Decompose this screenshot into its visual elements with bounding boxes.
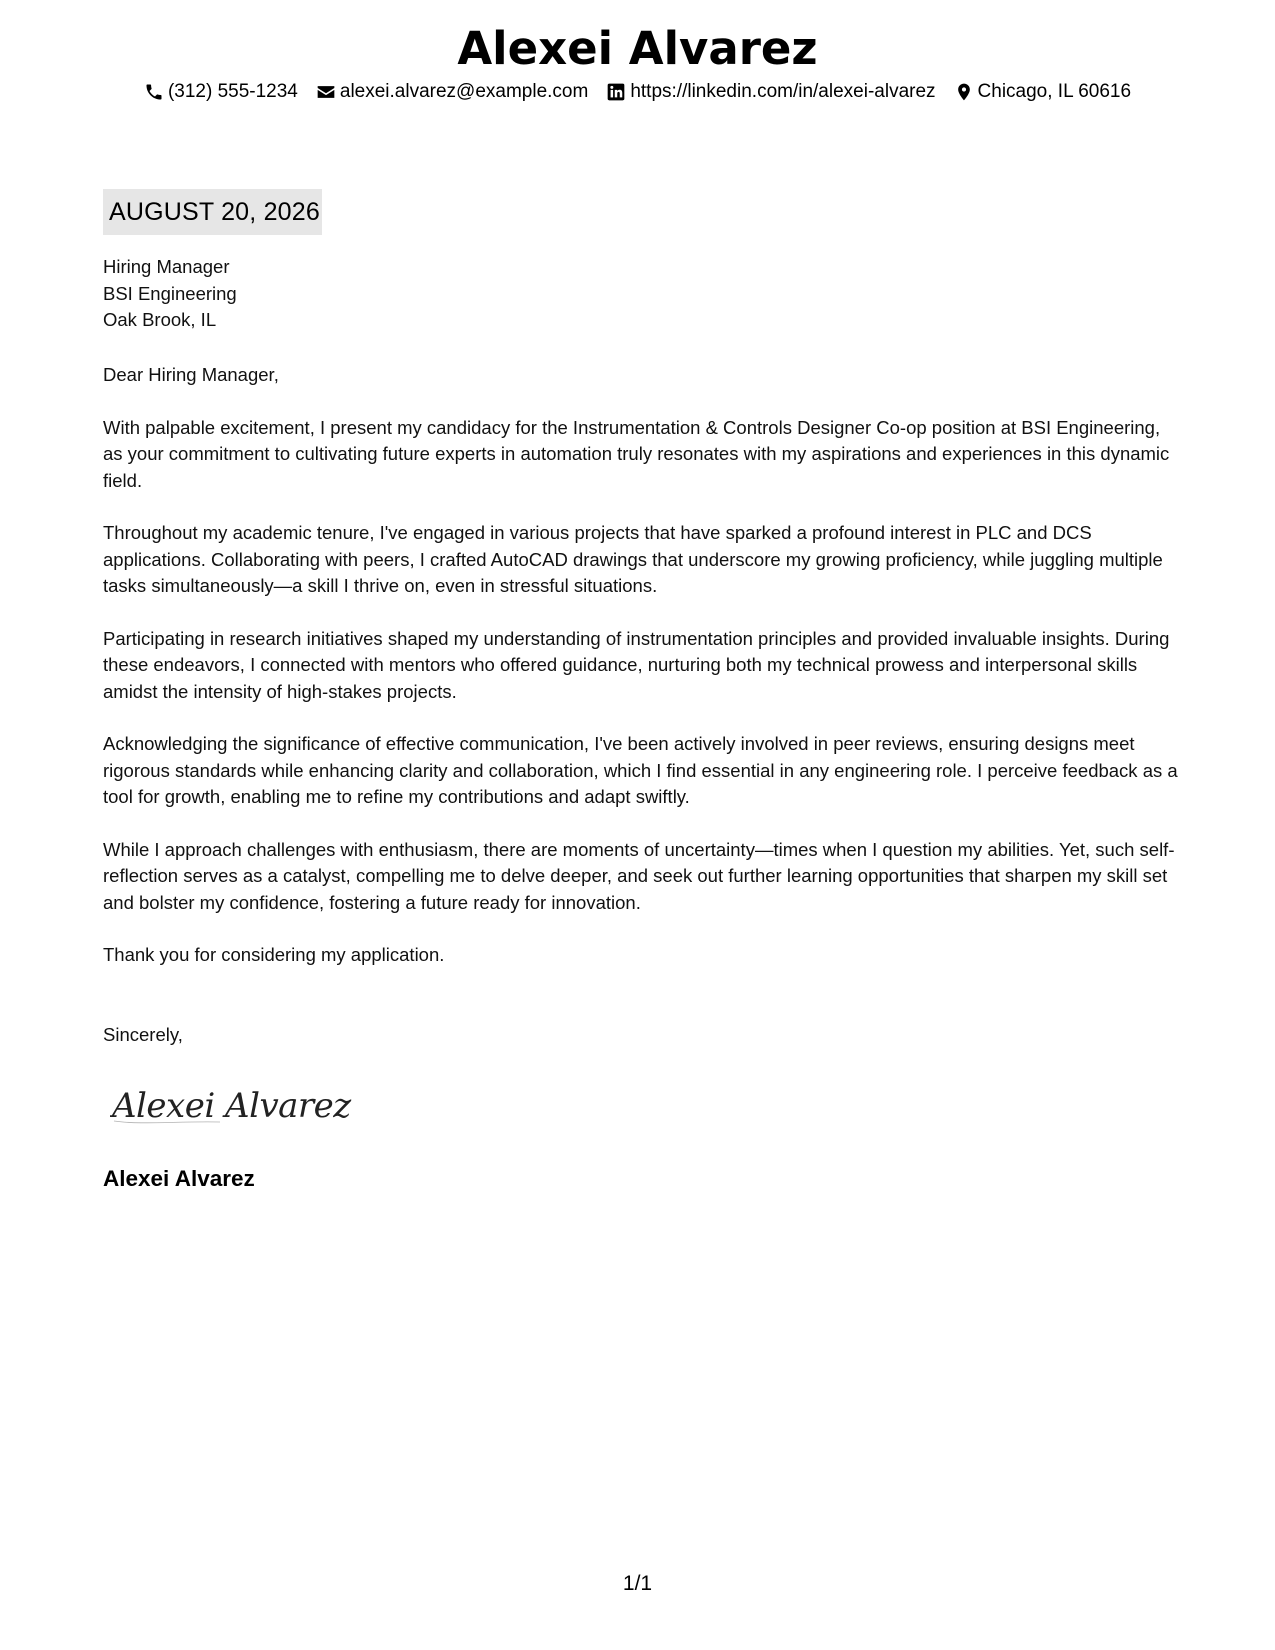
- envelope-icon: [316, 82, 336, 102]
- closing-line: Sincerely,: [103, 1024, 183, 1045]
- body-paragraph: Throughout my academic tenure, I've engaged in various projects that have sparked a profound interest in PLC and DCS applications. Collaborating with peers, I crafted AutoCAD drawings that underscore my growing proficiency, while juggling multiple tasks simultaneously—a skill I thrive on, even in stressful situations.: [103, 522, 1163, 596]
- contact-info-bar: [0, 79, 1275, 105]
- linkedin-link[interactable]: https://linkedin.com/in/alexei-alvarez: [630, 81, 936, 102]
- email-link[interactable]: alexei.alvarez@example.com: [339, 81, 589, 102]
- recipient-title: Hiring Manager: [103, 256, 230, 277]
- recipient-company: BSI Engineering: [103, 282, 237, 304]
- handwritten-signature: [110, 1075, 370, 1131]
- contact-phone: [144, 79, 298, 105]
- closing-thanks: Thank you for considering my application.: [103, 944, 445, 965]
- location-text: Chicago, IL 60616: [977, 81, 1132, 102]
- recipient-block: [103, 254, 237, 334]
- recipient-location: Oak Brook, IL: [103, 309, 217, 330]
- map-pin-icon: [954, 82, 974, 102]
- page-number: 1/1: [622, 1572, 653, 1595]
- salutation: Dear Hiring Manager,: [103, 364, 279, 385]
- body-paragraph: Acknowledging the significance of effective communication, I've been actively involved in peer reviews, ensuring designs meet rigorous standards while enhancing clarity and collaboration, which I find essential in any engineering role. I perceive feedback as a tool for growth, enabling me to refine my contributions and adapt swiftly.: [103, 733, 1178, 807]
- phone-icon: [144, 82, 164, 102]
- letter-date: AUGUST 20, 2026: [103, 189, 322, 235]
- contact-email: [316, 79, 588, 105]
- body-paragraph: Participating in research initiatives shaped my understanding of instrumentation principles and provided invaluable insights. During these endeavors, I connected with mentors who offered guidance, nurturing both my technical prowess and interpersonal skills amidst the intensity of high-stakes projects.: [103, 627, 1170, 702]
- body-paragraph: While I approach challenges with enthusiasm, there are moments of uncertainty—times when I question my abilities. Yet, such self-reflection serves as a catalyst, compelling me to delve deeper, and seek out further learning opportunities that sharpen my skill set and bolster my confidence, fostering a future ready for innovation.: [103, 838, 1175, 913]
- body-paragraph: With palpable excitement, I present my candidacy for the Instrumentation & Controls Designer Co-op position at BSI Engineering, as your commitment to cultivating future experts in automation truly resonates with my aspirations and experiences in this dynamic field.: [103, 416, 1170, 491]
- signer-name: Alexei Alvarez: [103, 1166, 255, 1191]
- applicant-name-heading: Alexei Alvarez: [457, 22, 818, 75]
- contact-linkedin: [606, 79, 935, 105]
- letter-body: [103, 362, 1181, 995]
- linkedin-icon: [606, 82, 626, 102]
- phone-text: (312) 555-1234: [167, 81, 298, 102]
- contact-location: [954, 79, 1132, 105]
- svg-text:Alexei Alvarez: Alexei Alvarez: [112, 1086, 351, 1126]
